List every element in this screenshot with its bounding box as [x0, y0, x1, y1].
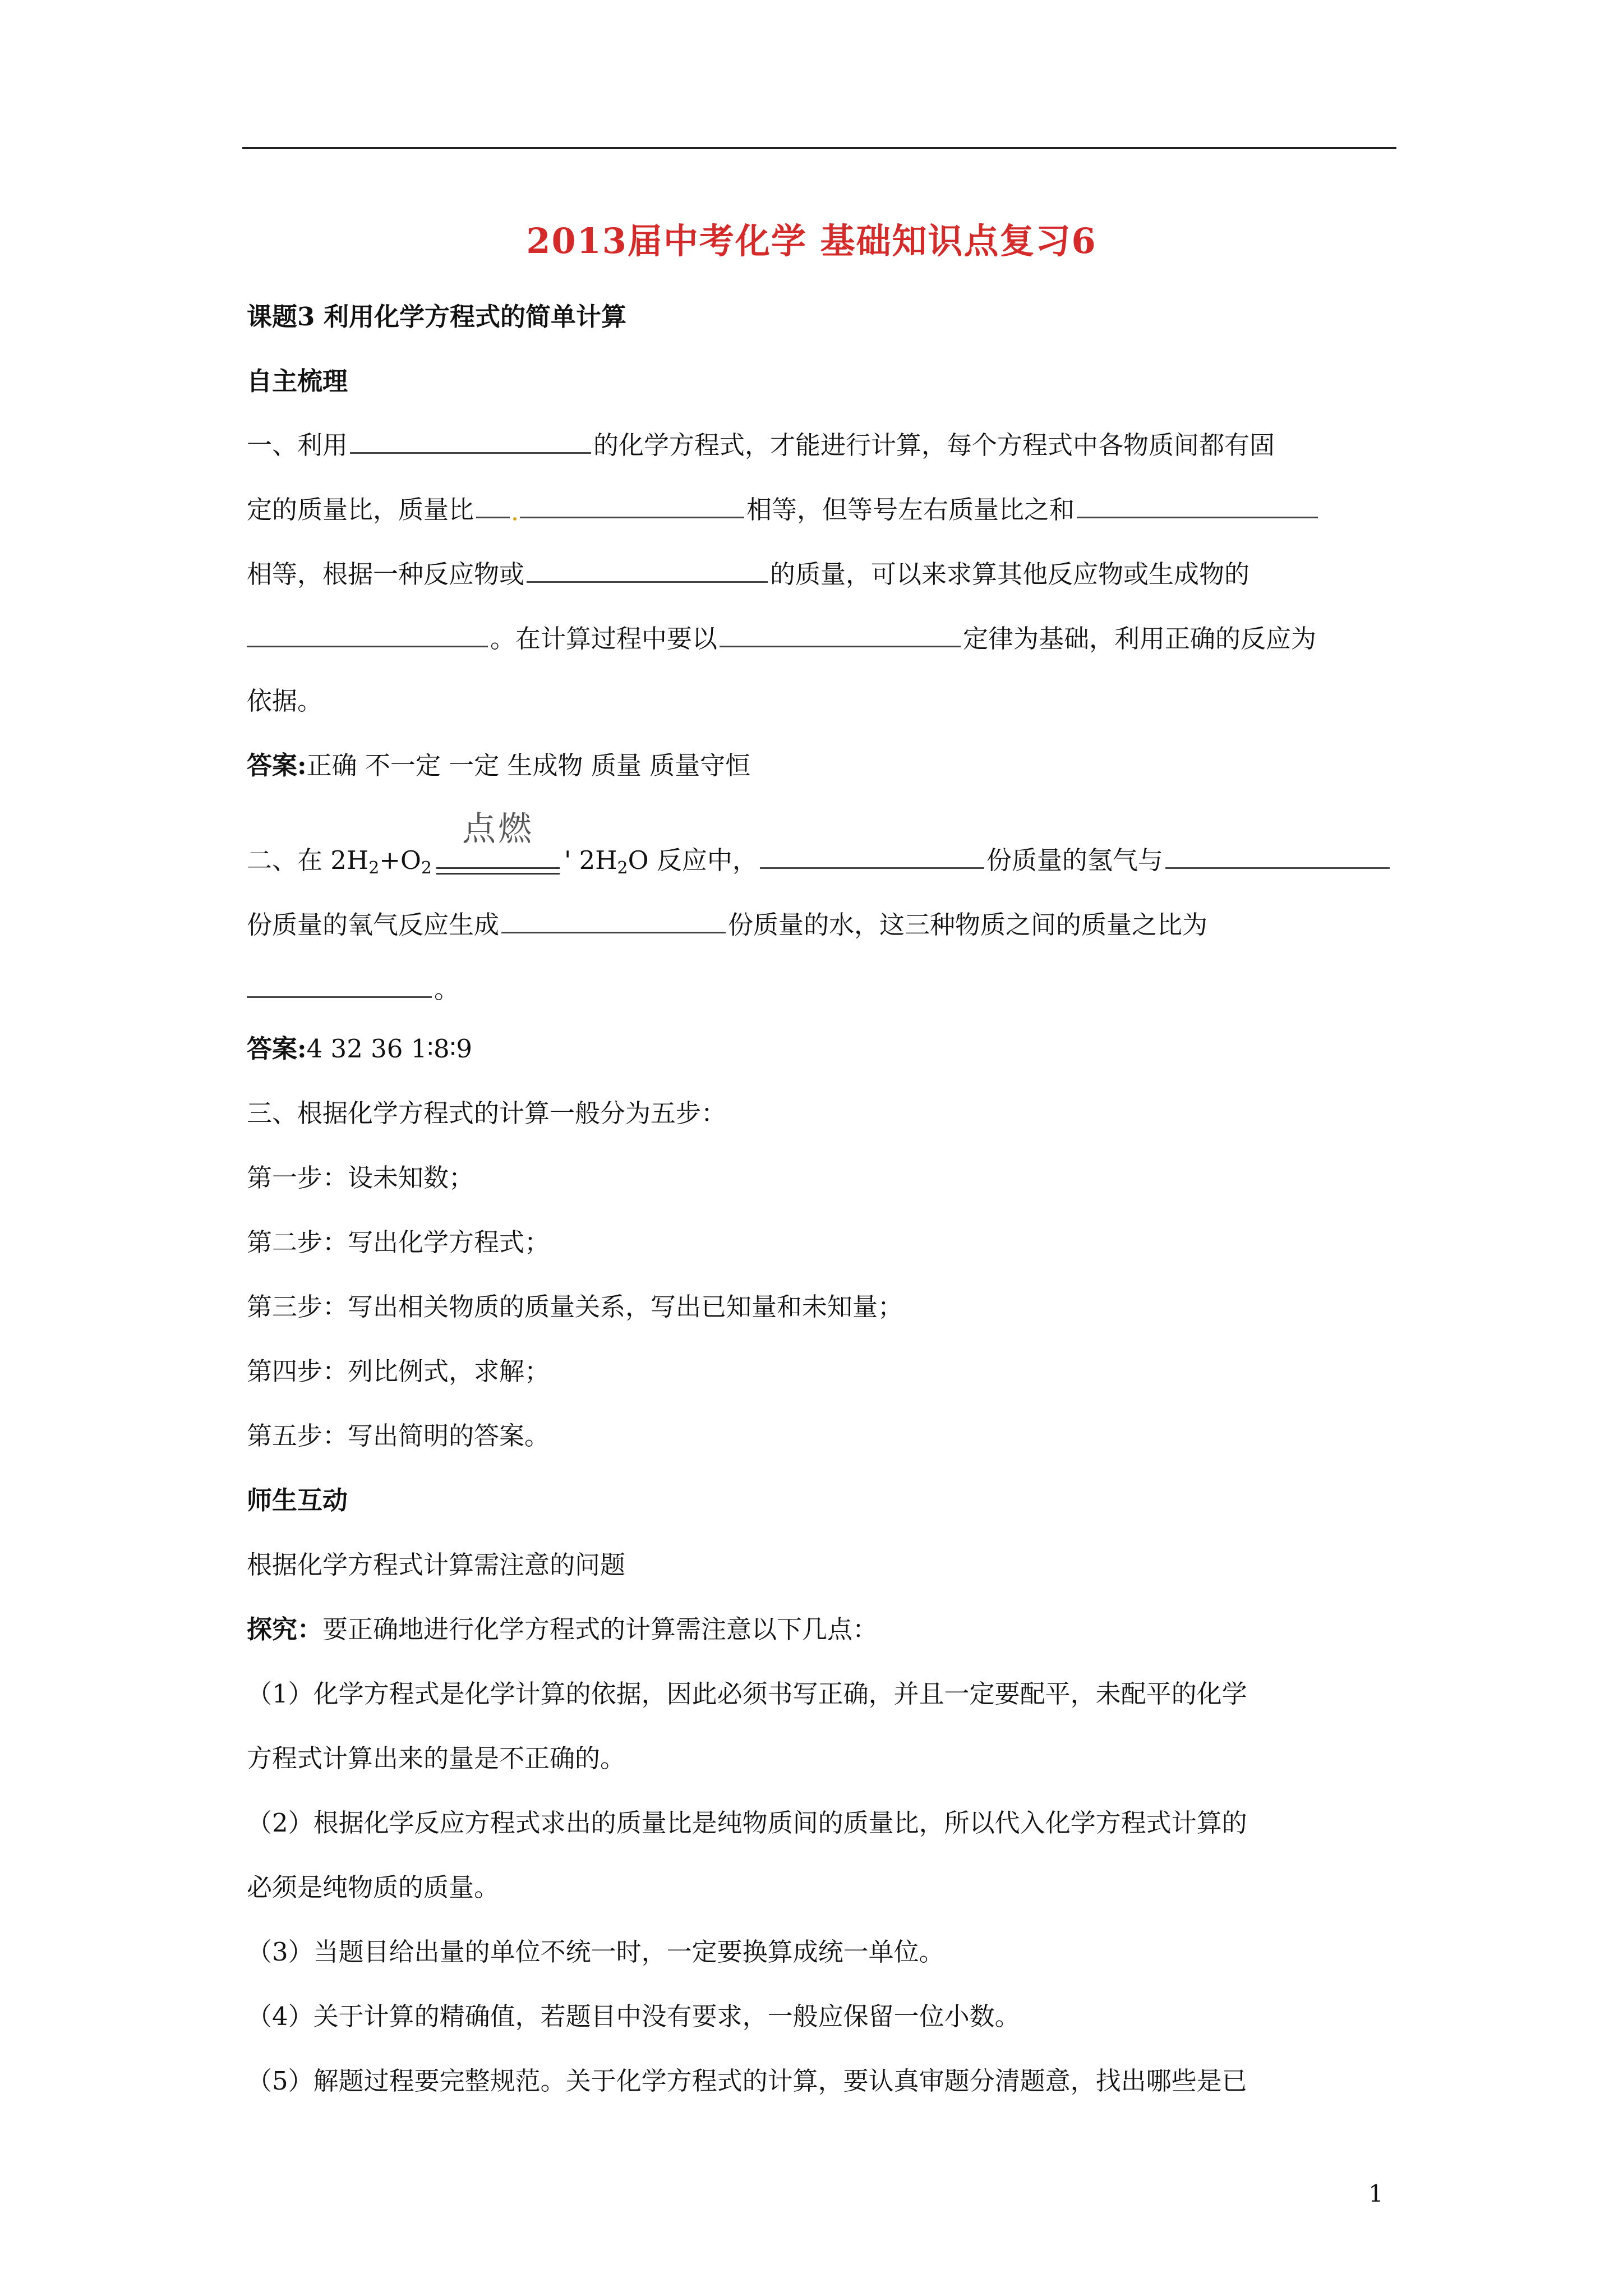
fill-blank[interactable]: [350, 426, 591, 454]
fill-blank[interactable]: [247, 970, 432, 998]
para-2-line-3: 。: [247, 970, 1396, 1006]
point-4: （4）关于计算的精确值，若题目中没有要求，一般应保留一位小数。: [247, 2001, 1020, 2031]
section-title: 课题3 利用化学方程式的简单计算: [247, 302, 626, 332]
fill-blank[interactable]: [520, 491, 744, 518]
fill-blank[interactable]: [527, 555, 768, 583]
heading-self-study: 自主梳理: [247, 366, 348, 396]
para-3-intro: 三、根据化学方程式的计算一般分为五步：: [247, 1098, 727, 1128]
para-2-line-2: 份质量的氧气反应生成 份质量的水，这三种物质之间的质量之比为: [247, 906, 1396, 942]
fill-blank[interactable]: [1077, 491, 1318, 518]
para-2-line-1: 二、在 $2H_2+O_2$ 点燃 ' $2H_2O$ 反应中， 份质量的氢气与: [247, 841, 1396, 885]
para-1-line-4: 。在计算过程中要以 定律为基础，利用正确的反应为: [247, 620, 1396, 656]
fill-blank[interactable]: [476, 491, 510, 518]
step-4: 第四步：列比例式，求解；: [247, 1356, 550, 1386]
point-1-line-2: 方程式计算出来的量是不正确的。: [247, 1743, 626, 1773]
para-1-line-3: 相等，根据一种反应物或 的质量，可以来求算其他反应物或生成物的: [247, 555, 1396, 591]
point-2-line-1: （2）根据化学反应方程式求出的质量比是纯物质间的质量比，所以代入化学方程式计算的: [247, 1808, 1247, 1838]
point-5-line-1: （5）解题过程要完整规范。关于化学方程式的计算，要认真审题分清题意，找出哪些是已: [247, 2066, 1247, 2096]
reaction-condition-arrow: [436, 809, 560, 885]
para-1-line-2: 定的质量比，质量比 相等，但等号左右质量比之和: [247, 491, 1396, 527]
explore-line: 探究：要正确地进行化学方程式的计算需注意以下几点：: [247, 1614, 878, 1644]
fill-blank[interactable]: [247, 620, 488, 647]
fill-blank[interactable]: [501, 906, 726, 933]
step-5: 第五步：写出简明的答案。: [247, 1421, 550, 1451]
condition-label: 点燃: [462, 809, 534, 849]
step-1: 第一步：设未知数；: [247, 1163, 474, 1193]
point-1-line-1: （1）化学方程式是化学计算的依据，因此必须书写正确，并且一定要配平，未配平的化学: [247, 1679, 1247, 1709]
point-3: （3）当题目给出量的单位不统一时，一定要换算成统一单位。: [247, 1937, 944, 1967]
page-number: 1: [1368, 2180, 1384, 2207]
fill-blank[interactable]: [1165, 841, 1390, 869]
header-rule: [242, 147, 1396, 149]
para-1-line-5: 依据。: [247, 686, 323, 716]
step-3: 第三步：写出相关物质的质量关系，写出已知量和未知量；: [247, 1292, 903, 1322]
topic-line: 根据化学方程式计算需注意的问题: [247, 1550, 626, 1580]
para-1-line-1: 一、利用 的化学方程式，才能进行计算，每个方程式中各物质间都有固: [247, 426, 1396, 462]
answer-2: 答案:4 32 36 1∶8∶9: [247, 1034, 473, 1064]
fill-blank[interactable]: [720, 620, 961, 647]
mark-dot: [513, 517, 517, 521]
fill-blank[interactable]: [760, 841, 984, 869]
answer-1: 答案:正确 不一定 一定 生成物 质量 质量守恒: [247, 751, 751, 780]
step-2: 第二步：写出化学方程式；: [247, 1227, 550, 1257]
heading-interaction: 师生互动: [247, 1485, 348, 1515]
page-title: 2013届中考化学 基础知识点复习6: [526, 220, 1097, 261]
point-2-line-2: 必须是纯物质的质量。: [247, 1872, 500, 1902]
